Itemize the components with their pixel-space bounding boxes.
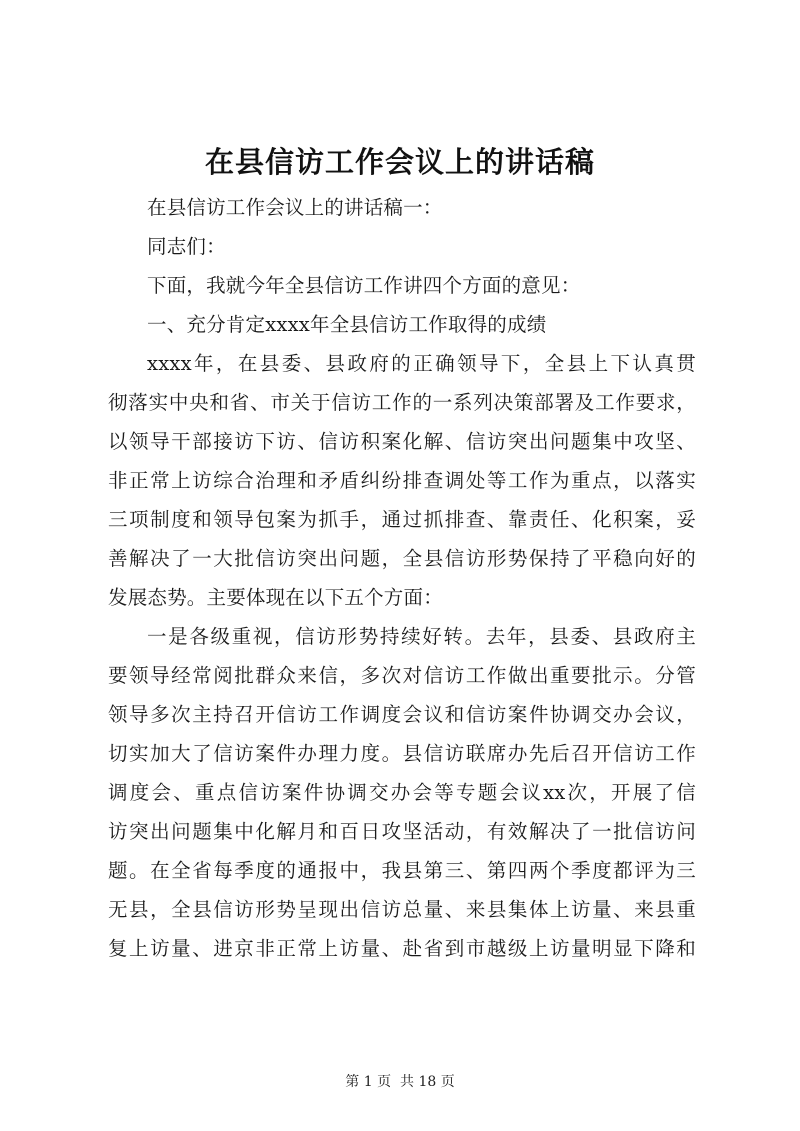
body-line: 下面，我就今年全县信访工作讲四个方面的意见：	[147, 274, 581, 297]
body-line: 无县，全县信访形势呈现出信访总量、来县集体上访量、来县重	[108, 898, 696, 921]
body-line: 彻落实中央和省、市关于信访工作的一系列决策部署及工作要求，	[108, 391, 696, 414]
body-line: 领导多次主持召开信访工作调度会议和信访案件协调交办会议，	[108, 703, 696, 726]
body-line: 三项制度和领导包案为抓手，通过抓排查、靠责任、化积案，妥	[108, 508, 696, 531]
body-line: 非正常上访综合治理和矛盾纠纷排查调处等工作为重点，以落实	[108, 469, 696, 492]
body-line: 一、充分肯定xxxx年全县信访工作取得的成绩	[147, 313, 547, 336]
body-line: 题。在全省每季度的通报中，我县第三、第四两个季度都评为三	[108, 859, 696, 882]
page-number-footer	[0, 1072, 800, 1092]
body-line: 调度会、重点信访案件协调交办会等专题会议xx次，开展了信	[108, 781, 696, 804]
body-line: 在县信访工作会议上的讲话稿一：	[147, 196, 443, 219]
body-line: 要领导经常阅批群众来信，多次对信访工作做出重要批示。分管	[108, 664, 696, 687]
body-line: 访突出问题集中化解月和百日攻坚活动，有效解决了一批信访问	[108, 820, 696, 843]
body-line: 善解决了一大批信访突出问题，全县信访形势保持了平稳向好的	[108, 547, 696, 570]
body-line: 切实加大了信访案件办理力度。县信访联席办先后召开信访工作	[108, 742, 696, 765]
body-line: 发展态势。主要体现在以下五个方面：	[108, 586, 443, 609]
body-line: 以领导干部接访下访、信访积案化解、信访突出问题集中攻坚、	[108, 430, 696, 453]
document-title: 在县信访工作会议上的讲话稿	[204, 145, 595, 179]
page-number-label: 第 1 页 共 18 页	[345, 1074, 455, 1090]
body-line: 一是各级重视，信访形势持续好转。去年，县委、县政府主	[147, 625, 696, 648]
body-line: 同志们：	[147, 235, 226, 258]
document-body	[108, 188, 696, 968]
body-line: xxxx年，在县委、县政府的正确领导下，全县上下认真贯	[147, 352, 696, 375]
body-line: 复上访量、进京非正常上访量、赴省到市越级上访量明显下降和	[108, 937, 696, 960]
